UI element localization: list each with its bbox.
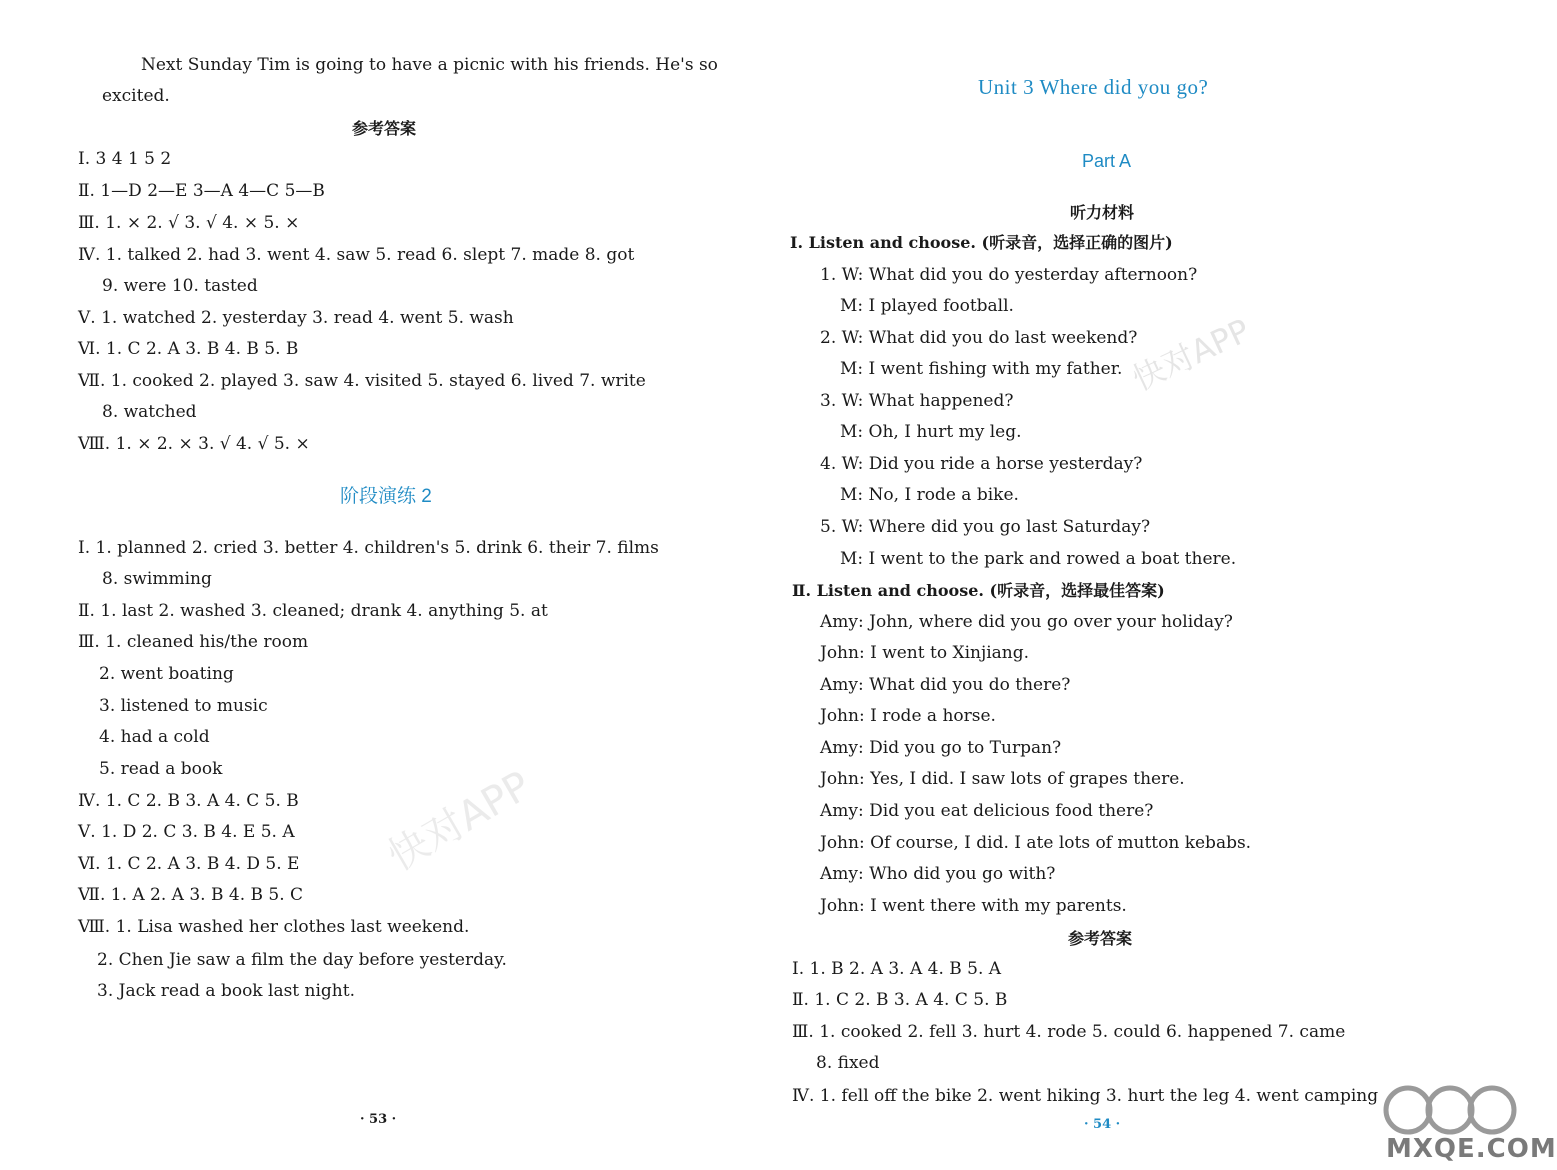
stage-line: Ⅵ. 1. C 2. A 3. B 4. D 5. E xyxy=(78,854,300,874)
dialog-line: Amy: Did you eat delicious food there? xyxy=(820,801,1154,821)
answer-line: Ⅱ. 1. C 2. B 3. A 4. C 5. B xyxy=(792,990,1008,1010)
answer-line: Ⅲ. 1. × 2. √ 3. √ 4. × 5. × xyxy=(78,213,300,233)
left-page xyxy=(0,0,768,1170)
dialog-line: Amy: Who did you go with? xyxy=(820,864,1056,884)
dialog-line: 2. W: What did you do last weekend? xyxy=(820,328,1138,348)
answer-line: Ⅵ. 1. C 2. A 3. B 4. B 5. B xyxy=(78,339,299,359)
dialog-line: 4. W: Did you ride a horse yesterday? xyxy=(820,454,1143,474)
dialog-line: John: I went there with my parents. xyxy=(820,896,1127,916)
stage-line: 2. Chen Jie saw a film the day before yesterday. xyxy=(97,950,507,970)
answer-line: Ⅶ. 1. cooked 2. played 3. saw 4. visited 5. stayed 6. lived 7. write xyxy=(78,371,646,391)
answers-heading: 参考答案 xyxy=(352,119,417,138)
dialog-line: John: Yes, I did. I saw lots of grapes there. xyxy=(820,769,1185,789)
dialog-line: John: I went to Xinjiang. xyxy=(820,643,1030,663)
answer-line: Ⅰ. 3 4 1 5 2 xyxy=(78,149,172,169)
dialog-line: M: I went to the park and rowed a boat there. xyxy=(840,549,1237,569)
dialog-line: Amy: Did you go to Turpan? xyxy=(820,738,1062,758)
stage-line: 5. read a book xyxy=(99,759,223,779)
stage-line: Ⅱ. 1. last 2. washed 3. cleaned; drank 4. anything 5. at xyxy=(78,601,548,621)
answers-heading: 参考答案 xyxy=(1068,929,1133,948)
dialog-line: M: I went fishing with my father. xyxy=(840,359,1123,379)
section-title: Ⅱ. Listen and choose. (听录音，选择最佳答案) xyxy=(792,581,1165,600)
dialog-line: John: I rode a horse. xyxy=(820,706,996,726)
stage-line: 2. went boating xyxy=(99,664,234,684)
watermark: 快对APP xyxy=(380,762,539,881)
dialog-line: 1. W: What did you do yesterday afternoon? xyxy=(820,265,1198,285)
stage-line: Ⅷ. 1. Lisa washed her clothes last weekend. xyxy=(78,917,470,937)
page-number: · 54 · xyxy=(1084,1117,1121,1132)
dialog-line: Amy: John, where did you go over your holiday? xyxy=(820,612,1233,632)
part-title: Part A xyxy=(1082,151,1132,171)
answer-line: 9. were 10. tasted xyxy=(102,276,258,296)
answer-line: 8. watched xyxy=(102,402,197,422)
dialog-line: 5. W: Where did you go last Saturday? xyxy=(820,517,1151,537)
dialog-line: 3. W: What happened? xyxy=(820,391,1014,411)
stage-line: 3. Jack read a book last night. xyxy=(97,981,355,1001)
site-logo-text: MXQE.COM xyxy=(1386,1134,1557,1164)
answer-line: Ⅲ. 1. cooked 2. fell 3. hurt 4. rode 5. could 6. happened 7. came xyxy=(792,1022,1346,1042)
stage-line: Ⅲ. 1. cleaned his/the room xyxy=(78,632,309,652)
answer-line: Ⅳ. 1. talked 2. had 3. went 4. saw 5. read 6. slept 7. made 8. got xyxy=(78,245,635,265)
stage-line: Ⅶ. 1. A 2. A 3. B 4. B 5. C xyxy=(78,885,304,905)
answer-line: Ⅳ. 1. fell off the bike 2. went hiking 3. hurt the leg 4. went camping xyxy=(792,1086,1379,1106)
answer-line: Ⅰ. 1. B 2. A 3. A 4. B 5. A xyxy=(792,959,1002,979)
answer-line: Ⅴ. 1. watched 2. yesterday 3. read 4. went 5. wash xyxy=(78,308,514,328)
section-title: Ⅰ. Listen and choose. (听录音，选择正确的图片) xyxy=(790,233,1173,252)
answer-line: Ⅱ. 1—D 2—E 3—A 4—C 5—B xyxy=(78,181,325,201)
dialog-line: M: Oh, I hurt my leg. xyxy=(840,422,1022,442)
stage-line: Ⅰ. 1. planned 2. cried 3. better 4. children's 5. drink 6. their 7. films xyxy=(78,538,659,558)
stage-line: 3. listened to music xyxy=(99,696,268,716)
intro-line: Next Sunday Tim is going to have a picnic with his friends. He's so xyxy=(141,55,718,75)
watermark: 快对APP xyxy=(1126,311,1256,399)
stage-title: 阶段演练 2 xyxy=(340,486,432,507)
unit-title: Unit 3 Where did you go? xyxy=(978,75,1209,99)
dialog-line: M: I played football. xyxy=(840,296,1014,316)
stage-line: 8. swimming xyxy=(102,569,212,589)
stage-line: Ⅴ. 1. D 2. C 3. B 4. E 5. A xyxy=(78,822,295,842)
page-number: · 53 · xyxy=(360,1112,397,1127)
dialog-line: Amy: What did you do there? xyxy=(820,675,1071,695)
listening-heading: 听力材料 xyxy=(1070,203,1135,222)
stage-line: 4. had a cold xyxy=(99,727,210,747)
answer-line: 8. fixed xyxy=(816,1053,880,1073)
dialog-line: M: No, I rode a bike. xyxy=(840,485,1019,505)
dialog-line: John: Of course, I did. I ate lots of mutton kebabs. xyxy=(820,833,1252,853)
intro-line: excited. xyxy=(102,86,170,106)
right-page xyxy=(768,0,1536,1170)
stage-line: Ⅳ. 1. C 2. B 3. A 4. C 5. B xyxy=(78,791,299,811)
answer-line: Ⅷ. 1. × 2. × 3. √ 4. √ 5. × xyxy=(78,434,310,454)
